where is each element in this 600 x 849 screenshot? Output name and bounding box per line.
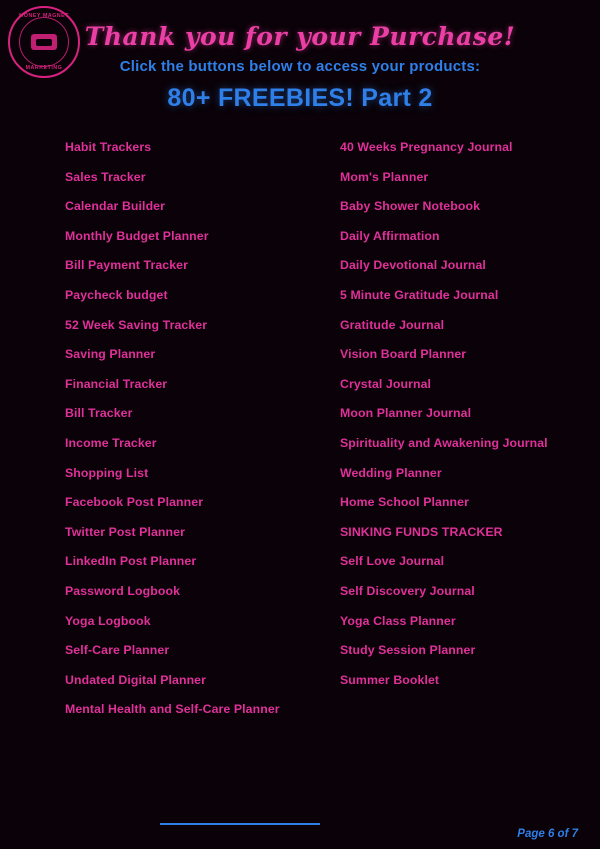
- list-item[interactable]: Self Discovery Journal: [340, 583, 475, 598]
- left-column: [65, 140, 335, 732]
- list-item[interactable]: Yoga Logbook: [65, 613, 151, 628]
- list-item[interactable]: 5 Minute Gratitude Journal: [340, 287, 499, 302]
- list-item[interactable]: Self Love Journal: [340, 554, 445, 569]
- logo-bottom-text: MARKETING: [25, 65, 63, 71]
- list-item[interactable]: Financial Tracker: [65, 376, 168, 391]
- list-item[interactable]: Baby Shower Notebook: [340, 199, 481, 214]
- list-item[interactable]: Monthly Budget Planner: [65, 228, 209, 243]
- list-item[interactable]: Bill Payment Tracker: [65, 258, 188, 273]
- list-item[interactable]: Home School Planner: [340, 495, 469, 510]
- footer-divider: [160, 823, 320, 825]
- list-item[interactable]: SINKING FUNDS TRACKER: [340, 524, 503, 539]
- list-item[interactable]: Spirituality and Awakening Journal: [340, 435, 548, 450]
- list-item[interactable]: Twitter Post Planner: [65, 524, 185, 539]
- list-item[interactable]: Self-Care Planner: [65, 643, 170, 658]
- list-item[interactable]: Crystal Journal: [340, 376, 432, 391]
- list-item[interactable]: Saving Planner: [65, 347, 156, 362]
- list-item[interactable]: Vision Board Planner: [340, 347, 467, 362]
- list-item[interactable]: Sales Tracker: [65, 169, 146, 184]
- instruction-subtitle: Click the buttons below to access your products:: [119, 58, 481, 75]
- thank-you-heading: Thank you for your Purchase!: [84, 22, 516, 51]
- list-item[interactable]: Study Session Planner: [340, 643, 476, 658]
- list-item[interactable]: Paycheck budget: [65, 287, 168, 302]
- list-item[interactable]: Daily Devotional Journal: [340, 258, 486, 273]
- list-item[interactable]: LinkedIn Post Planner: [65, 554, 197, 569]
- list-item[interactable]: Yoga Class Planner: [340, 613, 456, 628]
- list-item[interactable]: Bill Tracker: [65, 406, 133, 421]
- list-item[interactable]: Shopping List: [65, 465, 149, 480]
- list-item[interactable]: Gratitude Journal: [340, 317, 445, 332]
- list-item[interactable]: Income Tracker: [65, 435, 157, 450]
- list-item[interactable]: Summer Booklet: [340, 672, 440, 687]
- list-item[interactable]: Password Logbook: [65, 583, 181, 598]
- right-column: [340, 140, 590, 702]
- list-item[interactable]: Habit Trackers: [65, 140, 152, 154]
- list-item[interactable]: Moon Planner Journal: [340, 406, 472, 421]
- list-item[interactable]: Calendar Builder: [65, 199, 165, 214]
- page-title: 80+ FREEBIES! Part 2: [167, 84, 433, 112]
- list-item[interactable]: Mental Health and Self-Care Planner: [65, 702, 280, 717]
- page-number: Page 6 of 7: [517, 828, 578, 840]
- list-item[interactable]: Daily Affirmation: [340, 228, 440, 243]
- list-item[interactable]: Wedding Planner: [340, 465, 442, 480]
- list-item[interactable]: Mom's Planner: [340, 169, 429, 184]
- list-item[interactable]: 40 Weeks Pregnancy Journal: [340, 140, 513, 154]
- logo-top-text: MONEY MAGNET: [18, 13, 70, 19]
- list-item[interactable]: 52 Week Saving Tracker: [65, 317, 208, 332]
- list-item[interactable]: Facebook Post Planner: [65, 495, 204, 510]
- list-item[interactable]: Undated Digital Planner: [65, 672, 207, 687]
